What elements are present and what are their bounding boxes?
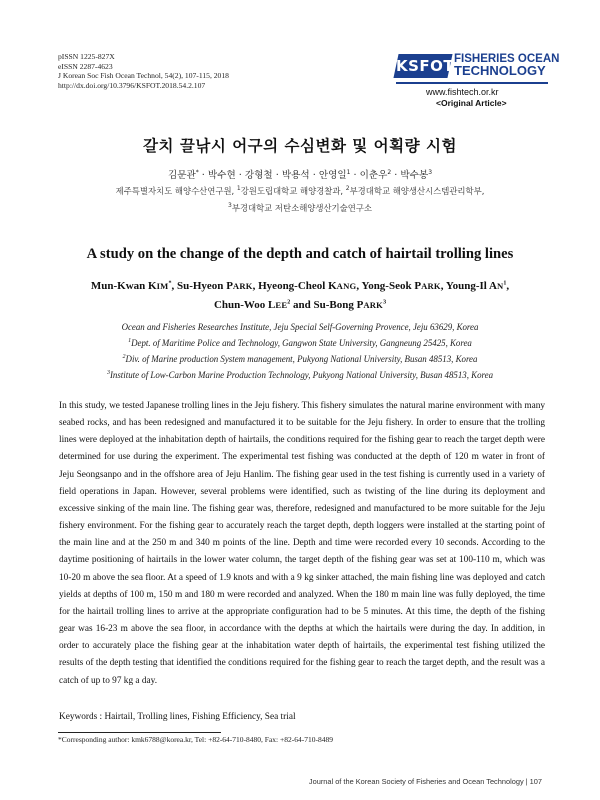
- journal-url-link[interactable]: www.fishtech.or.kr: [426, 87, 499, 97]
- keywords: Keywords : Hairtail, Trolling lines, Fishing Efficiency, Sea trial: [59, 712, 296, 722]
- author-name: 박용석: [281, 170, 310, 181]
- affiliation-3: $^3$Institute of Low-Carbon Marine Production Technology, Pukyong National University, Busan 48513, Korea: [106, 370, 494, 380]
- affiliation-2: $^2$Div. of Marine production System management, Pukyong National University, Busan 48513, Korea: [122, 354, 478, 364]
- korean-title: 갈치 끌낚시 어구의 수심변화 및 어획량 시험: [143, 137, 457, 155]
- eissn: eISSN 2287-4623: [58, 61, 113, 71]
- doi-link[interactable]: http://dx.doi.org/10.3796/KSFOT.2018.54.2.107: [58, 80, 206, 90]
- author-name: 강형철: [244, 170, 273, 181]
- footnote-divider: [58, 732, 221, 733]
- english-authors-line1: Mun-Kwan KIM*, Su-Hyeon PARK, Hyeong-Cheol KANG, Yong-Seok PARK, Young-Il $AN^1$,: [90, 280, 510, 292]
- citation: J Korean Soc Fish Ocean Technol, 54(2), 107-115, 2018: [58, 71, 229, 81]
- author-name: 안영일: [318, 170, 347, 181]
- abstract-body: In this study, we tested Japanese trolling lines in the Jeju fishery. This fishery simulates the natural marine environment with many seabed rocks, and has been redesigned and manufactured it to be suitable for the Jeju fishery. In order to ensure that the trolling lines were deployed at the inhabitation depth of hairtails, the conditions required for the fishing gear to reach the target depth were determined for use during the experiment. The experimental test fishing was conducted at the depth of 120 m water in front of Jeju Seongsanpo and in the offshore area of Jeju Hanlim. The fishing gear used in the test fishing is currently used in a variety of field operations in Japan. However, several problems were identified, such as twisting of the line during its deployment and excessive sinking of the main line. The fishing gear was, therefore, redesigned and manufactured to be more suitable for the Jeju fishery environment. For the fishing gear to accurately reach the target depth, depth loggers were installed at the starting point of the main line and at the 250 m and 340 m points of the line. Depth and time were recorded every 10 seconds. According to the daytime positioning of hairtails in the lower water column, the target depth of the fishing gear was set at 100-110 m, which was 10-20 m above the sea floor. At a speed of 1.9 knots and with a 9 kg sinker attached, the main fishing line was deployed and catch yields at depths of 100 m, 150 m and 180 m were recorded and analyzed. When the 180 m main line was fully deployed, the time for the hairtail trolling lines to arrive at the appropriate configuration had to be 5 minutes. At this time, the depth of the fishing gear was 16-23 m above the sea floor, in accordance with the depths at which the hairtails were during the day. In addition, in order to accurately place the fishing gear at the inhabitation water depth of hairtails, the experimental test fishing utilized the results of the depth testing that identified the conditions required for the fishing gear to reach the target depth, and the result was a catch of up to 97 kg a day.: [59, 401, 545, 686]
- korean-authors: 김문관* · 박수현 · 강형철 · 박용석 · 안영일$^1$ · 이춘우$^2$ · 박수봉$^3$: [167, 168, 433, 181]
- article-type: <Original Article>: [436, 98, 507, 108]
- korean-affiliation-line2: $^3$부경대학교 저탄소해양생산기술연구소: [227, 202, 373, 213]
- affiliation-1: $^1$Dept. of Maritime Police and Technology, Gangwon State University, Gangneung 25425, Korea: [128, 338, 472, 348]
- pissn: pISSN 1225-827X: [58, 52, 115, 61]
- korean-affiliation-line1: 제주특별자치도 해양수산연구원, $^1$강원도립대학교 해양경찰과, $^2$부경대학교 해양생산시스템관리학부,: [115, 185, 485, 196]
- journal-name: FISHERIES OCEAN TECHNOLOGY: [454, 53, 560, 78]
- author-name: 김문관: [167, 170, 196, 181]
- corresponding-author-footnote: *Corresponding author: kmk6788@korea.kr, Tel: +82-64-710-8480, Fax: +82-64-710-8489: [58, 735, 333, 744]
- journal-footer: Journal of the Korean Society of Fisheries and Ocean Technology | 107: [308, 777, 542, 786]
- publication-metadata: [58, 52, 229, 90]
- author-name: 박수봉: [400, 170, 429, 181]
- logo-divider: [396, 82, 548, 84]
- ksfot-logo-icon: KSFOT: [393, 54, 452, 78]
- english-title: A study on the change of the depth and catch of hairtail trolling lines: [86, 246, 514, 262]
- author-name: 박수현: [207, 170, 236, 181]
- affiliation-0: Ocean and Fisheries Researches Institute, Jeju Special Self-Governing Provence, Jeju 63629, Korea: [121, 322, 479, 332]
- journal-logo: [396, 50, 560, 110]
- author-name: 이춘우: [359, 170, 388, 181]
- english-authors-line2: Chun-Woo LEE$^2$ and Su-Bong PARK$^3$: [213, 299, 387, 311]
